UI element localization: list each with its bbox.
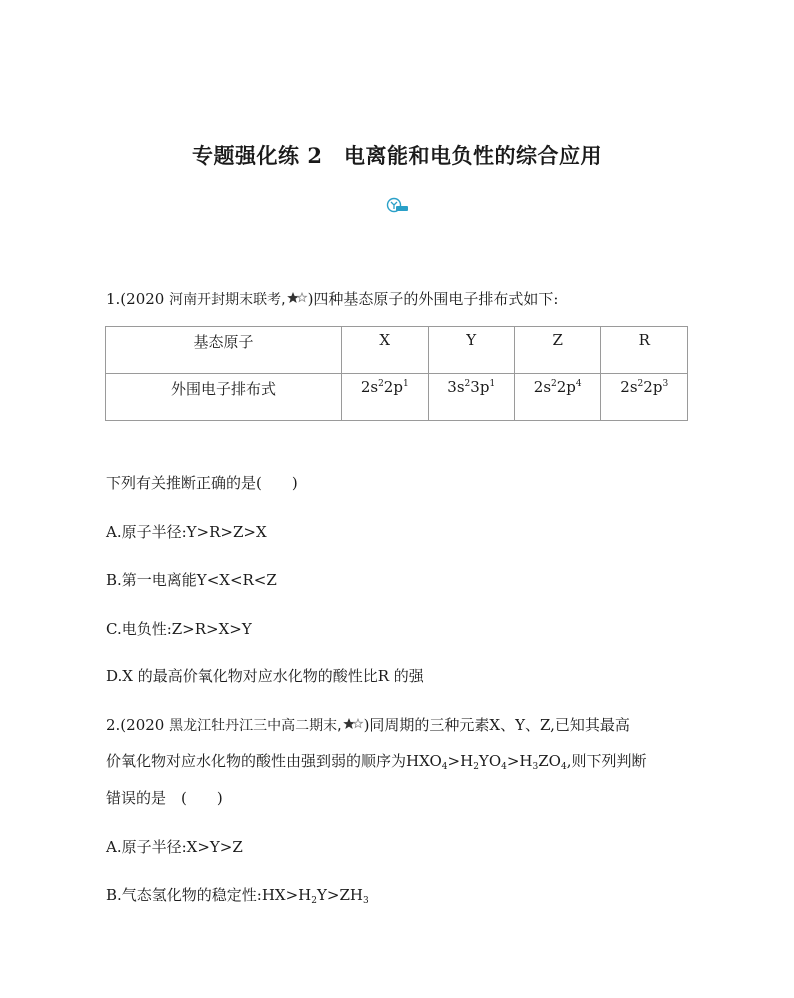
table-header-cell: X — [342, 327, 428, 374]
q1-option-b: B.第一电离能Y<X<R<Z — [106, 571, 277, 589]
difficulty-star-icon — [342, 717, 364, 731]
table-header-cell: 基态原子 — [106, 327, 342, 374]
table-header-cell: R — [601, 327, 688, 374]
table-header-row — [106, 327, 688, 374]
q1-option-d: D.X 的最高价氧化物对应水化物的酸性比R 的强 — [106, 667, 424, 685]
config-table — [105, 326, 688, 421]
difficulty-star-icon — [286, 291, 308, 305]
q1-prompt: 下列有关推断正确的是( ) — [106, 474, 298, 492]
q1-stem-text: )四种基态原子的外围电子排布式如下: — [307, 290, 559, 308]
q1-option-c: C.电负性:Z>R>X>Y — [106, 620, 252, 638]
q2-stem — [106, 714, 630, 735]
q2-stem-line2: 价氧化物对应水化物的酸性由强到弱的顺序为$HXO_4>H_2YO_4>H_3ZO_4$,则下列判断 — [106, 752, 647, 772]
q2-stem-text: )同周期的三种元素X、Y、Z,已知其最高 — [363, 716, 630, 734]
q2-option-a: A.原子半径:X>Y>Z — [106, 838, 243, 856]
q1-stem — [106, 288, 558, 309]
page-title: 专题强化练 2 电离能和电负性的综合应用 — [192, 143, 602, 168]
logo-icon — [385, 197, 409, 213]
table-header-cell: Z — [514, 327, 600, 374]
q1-number: 1.(2020 — [106, 290, 170, 308]
q2-number: 2.(2020 — [106, 716, 170, 734]
config-cell-z: $2s^22p^4$ — [514, 374, 600, 421]
q2-source: 黑龙江牡丹江三中高二期末, — [169, 718, 342, 734]
config-cell-r: $2s^22p^3$ — [601, 374, 688, 421]
config-cell-x: $2s^22p^1$ — [342, 374, 428, 421]
q1-option-a: A.原子半径:Y>R>Z>X — [106, 523, 267, 541]
config-cell-y: $3s^23p^1$ — [428, 374, 514, 421]
table-row-label: 外围电子排布式 — [106, 374, 342, 421]
table-header-cell: Y — [428, 327, 514, 374]
q1-source: 河南开封期末联考, — [169, 292, 286, 308]
table-row — [106, 374, 688, 421]
q2-stem-line3: 错误的是 ( ) — [106, 789, 223, 807]
q2-option-b: B.气态氢化物的稳定性$:HX>H_2Y>ZH_3$ — [106, 886, 369, 906]
